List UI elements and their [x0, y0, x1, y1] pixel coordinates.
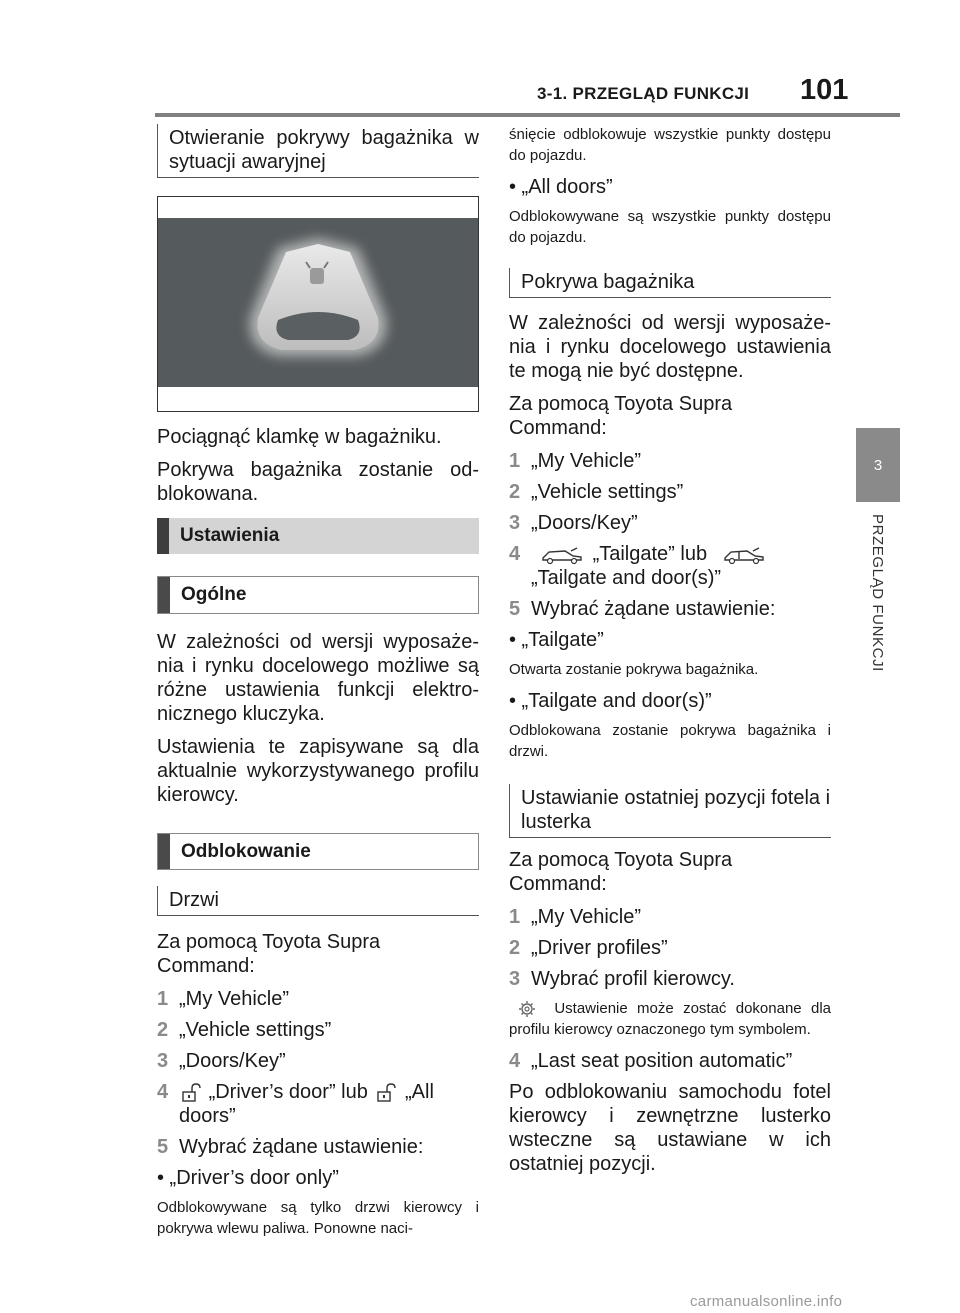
- paragraph-pull-handle: Pociągnąć klamkę w bagażniku.: [157, 426, 442, 448]
- list-item: 2 „Vehicle settings”: [157, 1019, 332, 1041]
- list-item: 3 Wybrać profil kierowcy.: [509, 968, 735, 990]
- paragraph-trunk-unlocked: Pokrywa bagażnika zostanie odblokowana.: [157, 459, 479, 505]
- chapter-tab: 3: [856, 428, 900, 502]
- car-tailgate-door-icon: [713, 544, 769, 566]
- unlock-icon: [179, 1082, 203, 1104]
- note-continued: śnięcie odblokowuje wszystkie punkty dostępu do pojazdu.: [509, 126, 831, 164]
- list-item: 1 „My Vehicle”: [509, 450, 642, 472]
- car-tailgate-icon: [531, 544, 587, 566]
- list-item: 1 „My Vehicle”: [157, 988, 290, 1010]
- heading-general: Ogólne: [157, 576, 479, 614]
- heading-doors: Drzwi: [157, 886, 479, 916]
- note-tailgate-and-doors: Odblokowana zostanie pokrywa bagażnika i drzwi.: [509, 722, 831, 760]
- note-drivers-door: Odblokowywane są tylko drzwi kierowcy i pokrywa wlewu paliwa. Ponowne naci-: [157, 1199, 479, 1237]
- heading-unlock: Odblokowanie: [157, 833, 479, 870]
- list-item: 4 „Last seat position automatic”: [509, 1050, 793, 1072]
- header-divider: [155, 113, 900, 117]
- trunk-handle-illustration: [158, 218, 478, 387]
- paragraph-command: Za pomocą Toyota Supra Command:: [157, 931, 381, 977]
- watermark: carmanualsonline.info: [690, 1293, 843, 1310]
- heading-seat-mirror-position: Ustawianie ostatniej pozycji fotela i lusterka: [509, 784, 831, 838]
- heading-emergency-open: Otwieranie pokrywy bagażnika w sytuacji awaryjnej: [157, 124, 479, 178]
- list-item: 1 „My Vehicle”: [509, 906, 642, 928]
- list-item: 5 Wybrać żądane ustawienie:: [509, 598, 776, 620]
- paragraph-trunk-availability: W zależności od wersji wyposażenia i rynku docelowego ustawienia te mogą nie być dostępne.: [509, 312, 831, 382]
- paragraph-seat-restore: Po odblokowaniu samochodu fotel kierowcy i zewnętrzne lusterko wsteczne są ustawiane w ich ostatniej pozycji.: [509, 1081, 831, 1175]
- note-profile-symbol: Ustawienie może zostać dokonane dla profilu kierowcy oznaczonego tym symbolem.: [509, 1000, 832, 1038]
- section-title: 3-1. PRZEGLĄD FUNKCJI: [537, 84, 750, 103]
- gear-icon: [509, 1000, 545, 1018]
- option-drivers-door-only: • „Driver’s door only”: [157, 1167, 339, 1189]
- paragraph-general-2: Ustawienia te zapisywane są dla aktualnie wykorzystywanego profilu kierowcy.: [157, 736, 479, 806]
- list-item: 4 „Tailgate” lub „Tailgate and door(s)”: [509, 542, 831, 590]
- list-item: 3 „Doors/Key”: [509, 512, 638, 534]
- option-tailgate: • „Tailgate”: [509, 629, 604, 651]
- option-tailgate-and-doors: • „Tailgate and door(s)”: [509, 690, 712, 712]
- heading-trunk-lid: Pokrywa bagażnika: [509, 268, 831, 298]
- right-column: [509, 124, 831, 1185]
- page-number: 101: [800, 74, 849, 106]
- chapter-label: PRZEGLĄD FUNKCJI: [869, 514, 886, 672]
- left-column: [157, 124, 479, 1239]
- note-all-doors: Odblokowywane są wszystkie punkty dostępu do pojazdu.: [509, 208, 831, 246]
- list-item: 3 „Doors/Key”: [157, 1050, 286, 1072]
- paragraph-command: Za pomocą Toyota Supra Command:: [509, 393, 733, 439]
- paragraph-general-1: W zależności od wersji wyposażenia i rynku docelowego możliwe są różne ustawienia funkcji elektronicznego kluczyka.: [157, 631, 479, 725]
- list-item: 5 Wybrać żądane ustawienie:: [157, 1136, 424, 1158]
- option-all-doors: • „All doors”: [509, 176, 613, 198]
- heading-settings: Ustawienia: [157, 518, 479, 554]
- paragraph-command: Za pomocą Toyota Supra Command:: [509, 849, 733, 895]
- list-item: 2 „Driver profiles”: [509, 937, 668, 959]
- trunk-handle-image: [157, 196, 479, 412]
- note-tailgate: Otwarta zostanie pokrywa bagażnika.: [509, 661, 759, 678]
- unlock-icon: [373, 1082, 399, 1104]
- list-item: 4 „Driver’s door” lub „All doors”: [157, 1081, 434, 1127]
- list-item: 2 „Vehicle settings”: [509, 481, 684, 503]
